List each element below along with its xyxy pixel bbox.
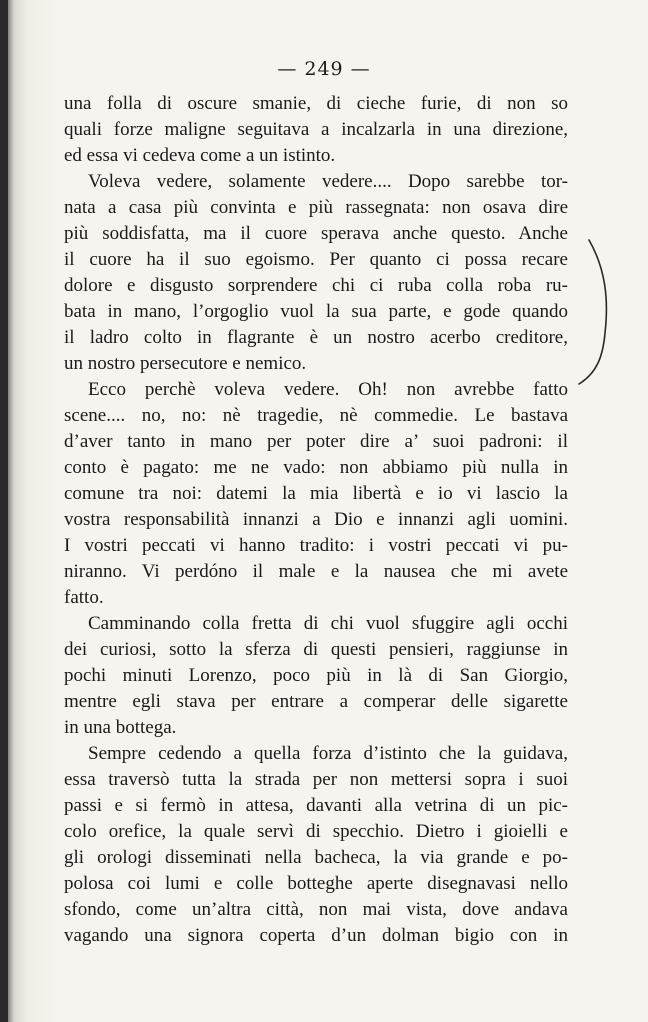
body-text bbox=[64, 91, 568, 949]
text-line: fatto. bbox=[64, 587, 104, 608]
text-line: I vostri peccati vi hanno tradito: i vostri peccati vi pu- bbox=[64, 535, 568, 556]
text-line: passi e si fermò in attesa, davanti alla vetrina di un pic- bbox=[64, 795, 568, 816]
text-line: pochi minuti Lorenzo, poco più in là di San Giorgio, bbox=[64, 665, 568, 686]
text-line: Camminando colla fretta di chi vuol sfuggire agli occhi bbox=[88, 613, 568, 634]
text-line: gli orologi disseminati nella bacheca, la via grande e po- bbox=[64, 847, 568, 868]
text-line: dei curiosi, sotto la sferza di questi pensieri, raggiunse in bbox=[64, 639, 568, 660]
text-line: nata a casa più convinta e più rassegnata: non osava dire bbox=[64, 197, 568, 218]
text-line: vagando una signora coperta d’un dolman bigio con in bbox=[64, 925, 568, 946]
text-line: Sempre cedendo a quella forza d’istinto che la guidava, bbox=[88, 743, 568, 764]
text-line: sfondo, come un’altra città, non mai vista, dove andava bbox=[64, 899, 568, 920]
text-line: niranno. Vi perdóno il male e la nausea che mi avete bbox=[64, 561, 568, 582]
text-line: vostra responsabilità innanzi a Dio e innanzi agli uomini. bbox=[64, 509, 568, 530]
text-line: ed essa vi cedeva come a un istinto. bbox=[64, 145, 336, 166]
text-line: polosa coi lumi e colle botteghe aperte disegnavasi nello bbox=[64, 873, 568, 894]
text-line: Voleva vedere, solamente vedere.... Dopo sarebbe tor- bbox=[88, 171, 568, 192]
text-line: dolore e disgusto sorprendere chi ci ruba colla roba ru- bbox=[64, 275, 568, 296]
text-line: essa traversò tutta la strada per non mettersi sopra i suoi bbox=[64, 769, 568, 790]
text-line: comune tra noi: datemi la mia libertà e io vi lascio la bbox=[64, 483, 568, 504]
page-number: — 249 — bbox=[277, 58, 371, 80]
text-line: scene.... no, no: nè tragedie, nè commedie. Le bastava bbox=[64, 405, 568, 426]
text-line: in una bottega. bbox=[64, 717, 177, 738]
text-line: una folla di oscure smanie, di cieche furie, di non so bbox=[64, 93, 568, 114]
text-line: un nostro persecutore e nemico. bbox=[64, 353, 307, 374]
text-line: d’aver tanto in mano per poter dire a’ suoi padroni: il bbox=[64, 431, 568, 452]
text-line: bata in mano, l’orgoglio vuol la sua parte, e gode quando bbox=[64, 301, 568, 322]
text-line: più soddisfatta, ma il cuore sperava anche questo. Anche bbox=[64, 223, 568, 244]
binding-edge bbox=[0, 0, 8, 1022]
text-line: colo orefice, la quale servì di specchio. Dietro i gioielli e bbox=[64, 821, 568, 842]
handwritten-bracket-mark bbox=[575, 238, 609, 388]
text-line: mentre egli stava per entrare a comperar delle sigarette bbox=[64, 691, 568, 712]
text-line: Ecco perchè voleva vedere. Oh! non avrebbe fatto bbox=[88, 379, 568, 400]
text-line: conto è pagato: me ne vado: non abbiamo più nulla in bbox=[64, 457, 568, 478]
text-line: il ladro colto in flagrante è un nostro acerbo creditore, bbox=[64, 327, 568, 348]
text-line: il cuore ha il suo egoismo. Per quanto ci possa recare bbox=[64, 249, 568, 270]
text-line: quali forze maligne seguitava a incalzarla in una direzione, bbox=[64, 119, 568, 140]
